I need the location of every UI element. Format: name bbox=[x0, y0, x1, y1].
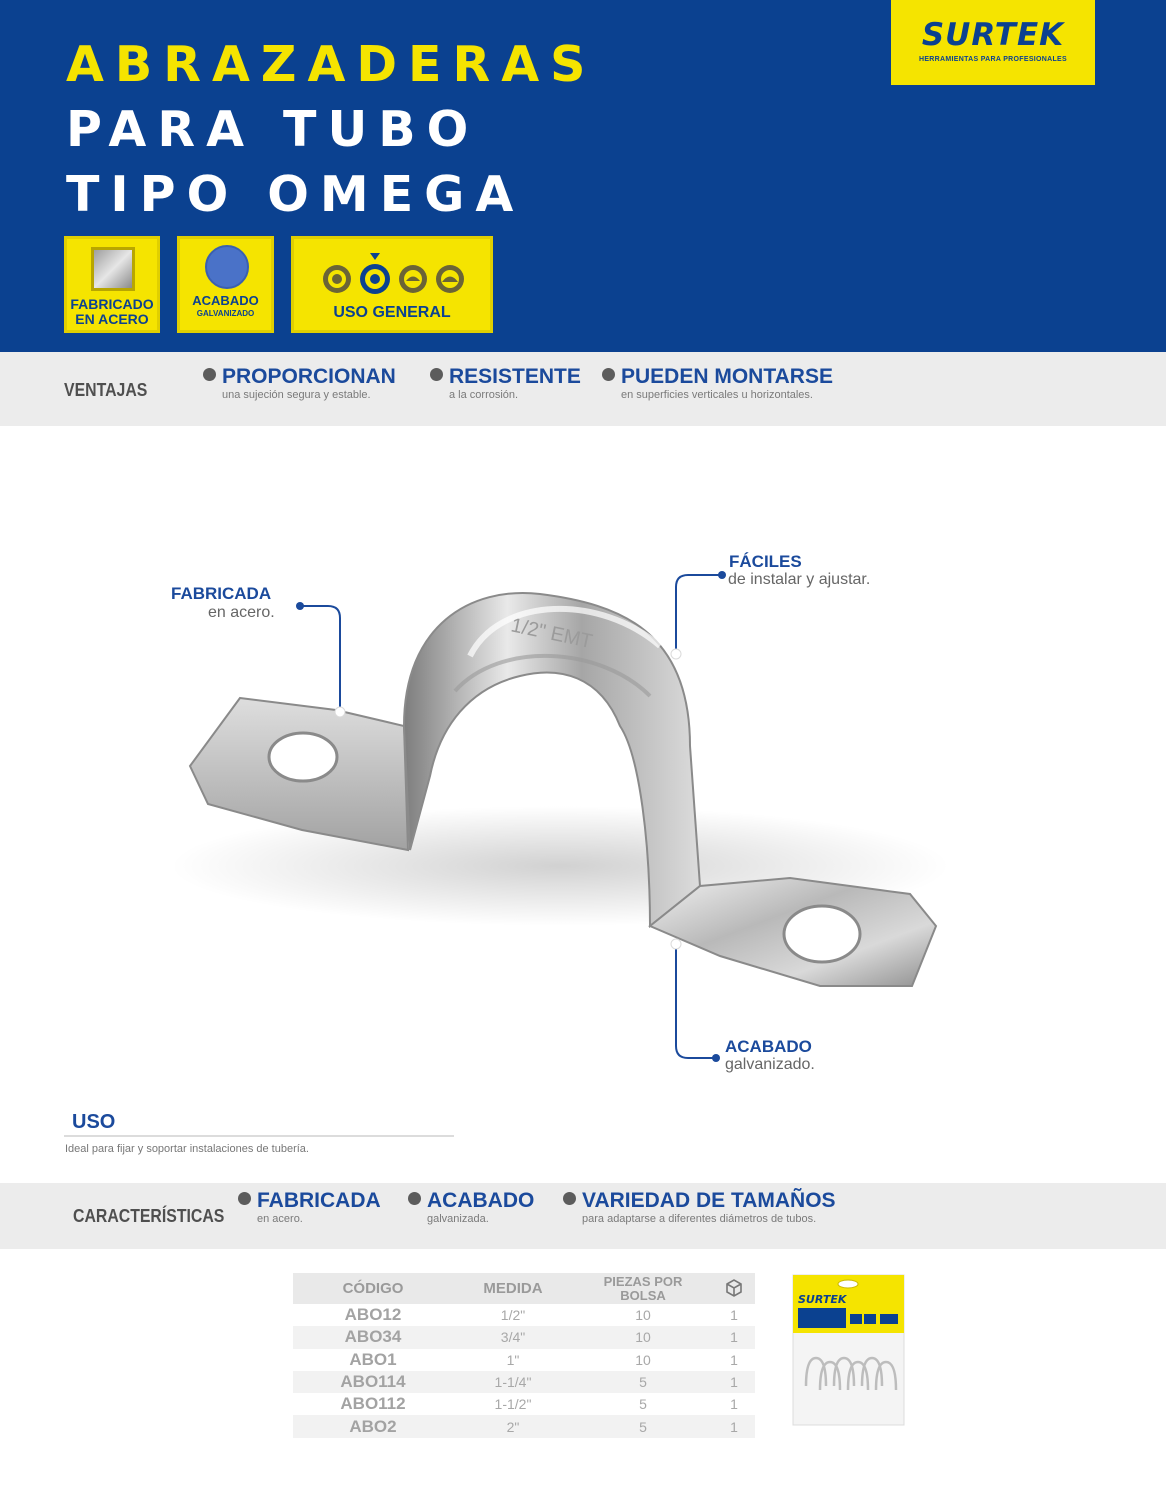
callout-acabado-head: ACABADO bbox=[725, 1037, 812, 1056]
caracteristica-sub: en acero. bbox=[257, 1213, 303, 1225]
cell-code: ABO12 bbox=[344, 1305, 402, 1325]
ventaja-item bbox=[430, 366, 581, 401]
package-thumbnail bbox=[792, 1274, 905, 1426]
uso-title: USO bbox=[72, 1111, 116, 1133]
caracteristicas-bar bbox=[0, 1183, 1166, 1249]
ventaja-sub: en superficies verticales u horizontales. bbox=[621, 389, 813, 401]
cell-size: 3/4" bbox=[453, 1326, 573, 1348]
cell-boxes: 1 bbox=[730, 1396, 738, 1413]
usage-level-icons bbox=[322, 251, 468, 299]
ventaja-head: RESISTENTE bbox=[449, 365, 581, 388]
cell-boxes: 1 bbox=[713, 1415, 755, 1437]
th-codigo: CÓDIGO bbox=[293, 1273, 453, 1304]
ventaja-head: PUEDEN MONTARSE bbox=[621, 365, 833, 388]
callout-leader-fabricada bbox=[296, 602, 345, 717]
cell-size: 1-1/2" bbox=[494, 1396, 532, 1413]
level-2-icon bbox=[360, 264, 390, 294]
cell-size: 1" bbox=[506, 1351, 520, 1368]
omega-clamp-image bbox=[0, 426, 1166, 1126]
surtek-logo bbox=[891, 0, 1095, 85]
level-3-icon bbox=[399, 265, 427, 293]
callout-acabado-sub: galvanizado. bbox=[725, 1056, 815, 1073]
callout-fabricada-sub: en acero. bbox=[208, 604, 275, 621]
cell-code: ABO2 bbox=[293, 1415, 453, 1437]
cell-pieces: 5 bbox=[573, 1371, 713, 1393]
selected-level-arrow-icon bbox=[370, 253, 380, 260]
th-piezas-line-2: BOLSA bbox=[620, 1287, 666, 1303]
caracteristica-sub: galvanizada. bbox=[427, 1213, 489, 1225]
table-row bbox=[293, 1349, 755, 1371]
table-row bbox=[293, 1326, 755, 1348]
title-line-3: TIPO OMEGA bbox=[66, 166, 525, 223]
right-mounting-hole bbox=[784, 906, 860, 962]
cell-pieces: 10 bbox=[635, 1307, 651, 1324]
cell-code: ABO112 bbox=[340, 1394, 406, 1414]
cell-pieces: 5 bbox=[573, 1415, 713, 1437]
caracteristicas-label: CARACTERÍSTICAS bbox=[73, 1206, 225, 1226]
ventaja-sub: a la corrosión. bbox=[449, 389, 519, 401]
package-brand: SURTEK bbox=[798, 1293, 847, 1306]
th-piezas bbox=[573, 1273, 713, 1304]
cell-code: ABO1 bbox=[349, 1349, 397, 1369]
callout-fabricada-head: FABRICADA bbox=[171, 584, 272, 603]
badge-uso-general bbox=[291, 236, 493, 333]
title-line-1: ABRAZADERAS bbox=[66, 36, 597, 93]
steel-square-icon bbox=[91, 247, 135, 291]
badge-acabado-galvanizado bbox=[177, 236, 274, 333]
badge-fabricado-acero bbox=[64, 236, 160, 333]
callout-leader-acabado bbox=[671, 939, 720, 1062]
cell-size: 1/2" bbox=[500, 1307, 526, 1324]
cell-code: ABO114 bbox=[293, 1371, 453, 1393]
th-piezas-line-1: PIEZAS POR bbox=[603, 1273, 683, 1289]
bullet-icon bbox=[563, 1192, 576, 1205]
box-icon bbox=[724, 1277, 744, 1297]
title-line-2: PARA TUBO bbox=[66, 101, 480, 158]
badge-1-line-1: FABRICADO bbox=[70, 296, 154, 312]
bullet-icon bbox=[430, 368, 443, 381]
callout-faciles-head: FÁCILES bbox=[729, 552, 802, 571]
product-illustration-area bbox=[0, 426, 1166, 1126]
cell-boxes: 1 bbox=[730, 1351, 738, 1368]
callout-leader-faciles bbox=[671, 571, 726, 659]
badge-2-line-2: GALVANIZADO bbox=[196, 309, 255, 318]
table-row bbox=[293, 1415, 755, 1437]
spec-table bbox=[293, 1273, 755, 1438]
package-icon-3 bbox=[880, 1314, 898, 1324]
left-mounting-hole bbox=[269, 733, 337, 781]
bullet-icon bbox=[238, 1192, 251, 1205]
cell-size: 2" bbox=[453, 1415, 573, 1437]
cell-size: 1-1/4" bbox=[453, 1371, 573, 1393]
caracteristica-head: ACABADO bbox=[427, 1189, 535, 1212]
uso-text: Ideal para fijar y soportar instalaciones de tubería. bbox=[65, 1143, 309, 1155]
cell-pieces: 10 bbox=[573, 1326, 713, 1348]
package-label-block bbox=[798, 1308, 846, 1328]
cell-boxes: 1 bbox=[730, 1307, 738, 1324]
caracteristica-item bbox=[408, 1190, 534, 1225]
cell-pieces: 5 bbox=[639, 1396, 647, 1413]
header-banner bbox=[0, 0, 1166, 352]
bullet-icon bbox=[203, 368, 216, 381]
cell-pieces: 10 bbox=[635, 1351, 651, 1368]
logo-tagline: HERRAMIENTAS PARA PROFESIONALES bbox=[918, 56, 1067, 63]
badge-2-line-1: ACABADO bbox=[192, 293, 259, 308]
ventajas-label: VENTAJAS bbox=[64, 380, 148, 400]
badge-3-label: USO GENERAL bbox=[333, 304, 451, 321]
caracteristica-item bbox=[238, 1190, 381, 1225]
table-row bbox=[293, 1393, 755, 1415]
table-header-row bbox=[293, 1273, 755, 1304]
badge-1-line-2: EN ACERO bbox=[75, 310, 149, 327]
uso-divider bbox=[64, 1135, 454, 1137]
ventajas-bar bbox=[0, 352, 1166, 426]
cell-code: ABO34 bbox=[293, 1326, 453, 1348]
table-row bbox=[293, 1371, 755, 1393]
cell-boxes: 1 bbox=[713, 1326, 755, 1348]
level-1-icon bbox=[323, 265, 351, 293]
caracteristica-item bbox=[563, 1190, 836, 1225]
callout-faciles-sub: de instalar y ajustar. bbox=[728, 571, 871, 588]
ventaja-sub: una sujeción segura y estable. bbox=[222, 389, 371, 401]
caracteristica-head: FABRICADA bbox=[257, 1189, 381, 1212]
caracteristica-sub: para adaptarse a diferentes diámetros de tubos. bbox=[582, 1213, 817, 1225]
package-icon-1 bbox=[850, 1314, 862, 1324]
bullet-icon bbox=[602, 368, 615, 381]
logo-brand: SURTEK bbox=[921, 17, 1065, 53]
package-hang-hole bbox=[838, 1280, 858, 1288]
th-medida: MEDIDA bbox=[453, 1273, 573, 1304]
package-icon-2 bbox=[864, 1314, 876, 1324]
ventaja-item bbox=[203, 366, 396, 401]
caracteristica-head: VARIEDAD DE TAMAÑOS bbox=[582, 1189, 836, 1212]
galvanized-dot-icon bbox=[205, 245, 249, 289]
ventaja-item bbox=[602, 366, 833, 401]
bullet-icon bbox=[408, 1192, 421, 1205]
cell-boxes: 1 bbox=[713, 1371, 755, 1393]
th-box bbox=[713, 1273, 755, 1304]
level-4-icon bbox=[436, 265, 464, 293]
clamp-stamp-text: 1/2" EMT bbox=[508, 614, 595, 654]
ventaja-head: PROPORCIONAN bbox=[222, 365, 396, 388]
table-row bbox=[293, 1304, 755, 1326]
